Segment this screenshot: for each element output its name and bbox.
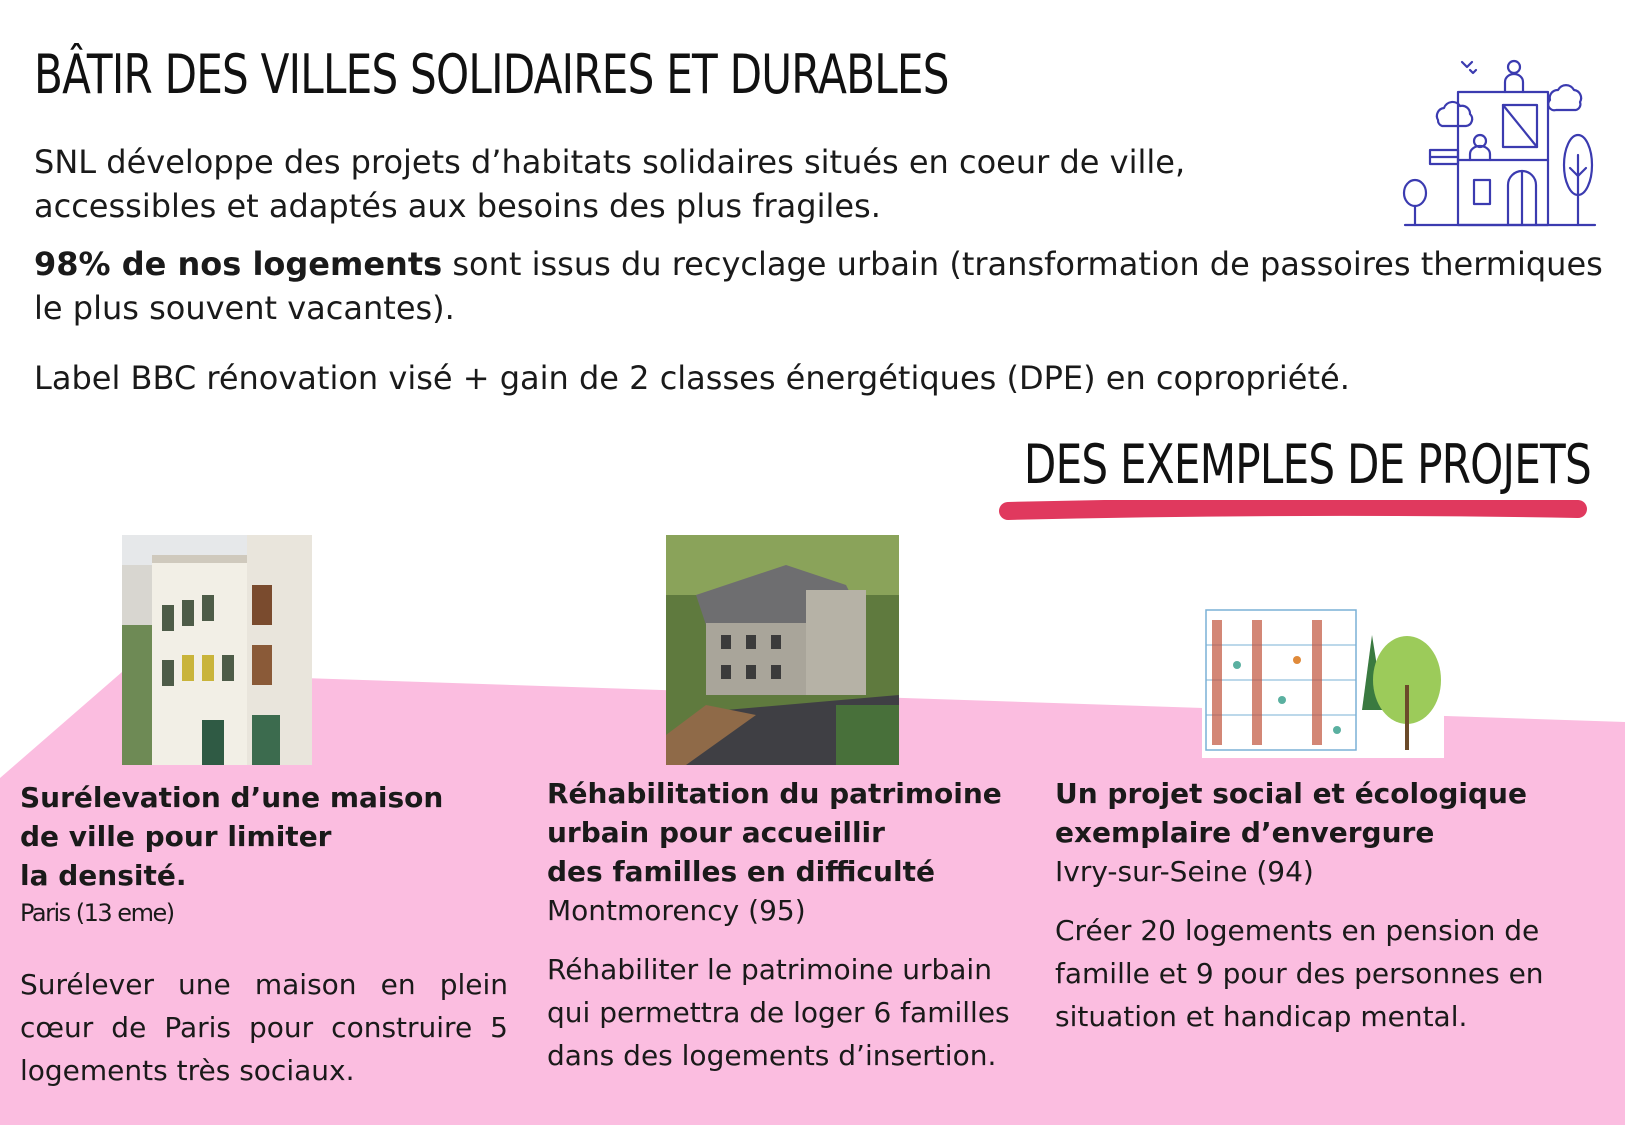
project-description: Surélever une maison en plein cœur de Paris pour construire 5 logements très sociaux. [20,968,508,1087]
intro-paragraph-3: Label BBC rénovation visé + gain de 2 classes énergétiques (DPE) en copropriété. [34,359,1350,397]
project-description: Réhabiliter le patrimoine urbain qui permettra de loger 6 familles dans des logements d’insertion. [547,953,1010,1072]
intro-paragraph-2-rest: sont issus du recyclage urbain (transformation de passoires thermiques le plus souvent vacantes). [34,245,1603,327]
project-location: Montmorency (95) [547,894,806,927]
project-location: Ivry-sur-Seine (94) [1055,855,1314,888]
project-title-line: exemplaire d’envergure [1055,816,1435,849]
project-description: Créer 20 logements en pension de famille et 9 pour des personnes en situation et handicap mental. [1055,914,1544,1033]
highlight-text: 98% de nos logements [34,245,443,283]
project-location: Paris (13 eme) [20,899,174,927]
project-title-line: Un projet social et écologique [1055,777,1527,810]
project-title-line: des familles en difficulté [547,855,935,888]
paris-building-photo [122,535,312,765]
project-title-line: de ville pour limiter [20,820,332,853]
project-card-paris [20,778,508,1092]
intro-paragraph-1: SNL développe des projets d’habitats solidaires situés en coeur de ville, accessibles et adaptés aux besoins des plus fragiles. [34,143,1186,225]
intro-paragraph-2 [34,242,1614,330]
project-title-line: la densité. [20,859,187,892]
project-card-ivry [1055,774,1595,1038]
project-title-line: Réhabilitation du patrimoine [547,777,1002,810]
section-title-underline [998,500,1588,522]
page-title: BÂTIR DES VILLES SOLIDAIRES ET DURABLES [34,43,949,106]
project-title-line: Surélevation d’une maison [20,781,444,814]
montmorency-house-photo [666,535,899,765]
ivry-project-drawing [1202,590,1444,758]
project-title-line: urbain pour accueillir [547,816,885,849]
intro-text [34,140,1614,400]
project-card-montmorency [547,774,1017,1077]
section-title: DES EXEMPLES DE PROJETS [1023,433,1591,496]
